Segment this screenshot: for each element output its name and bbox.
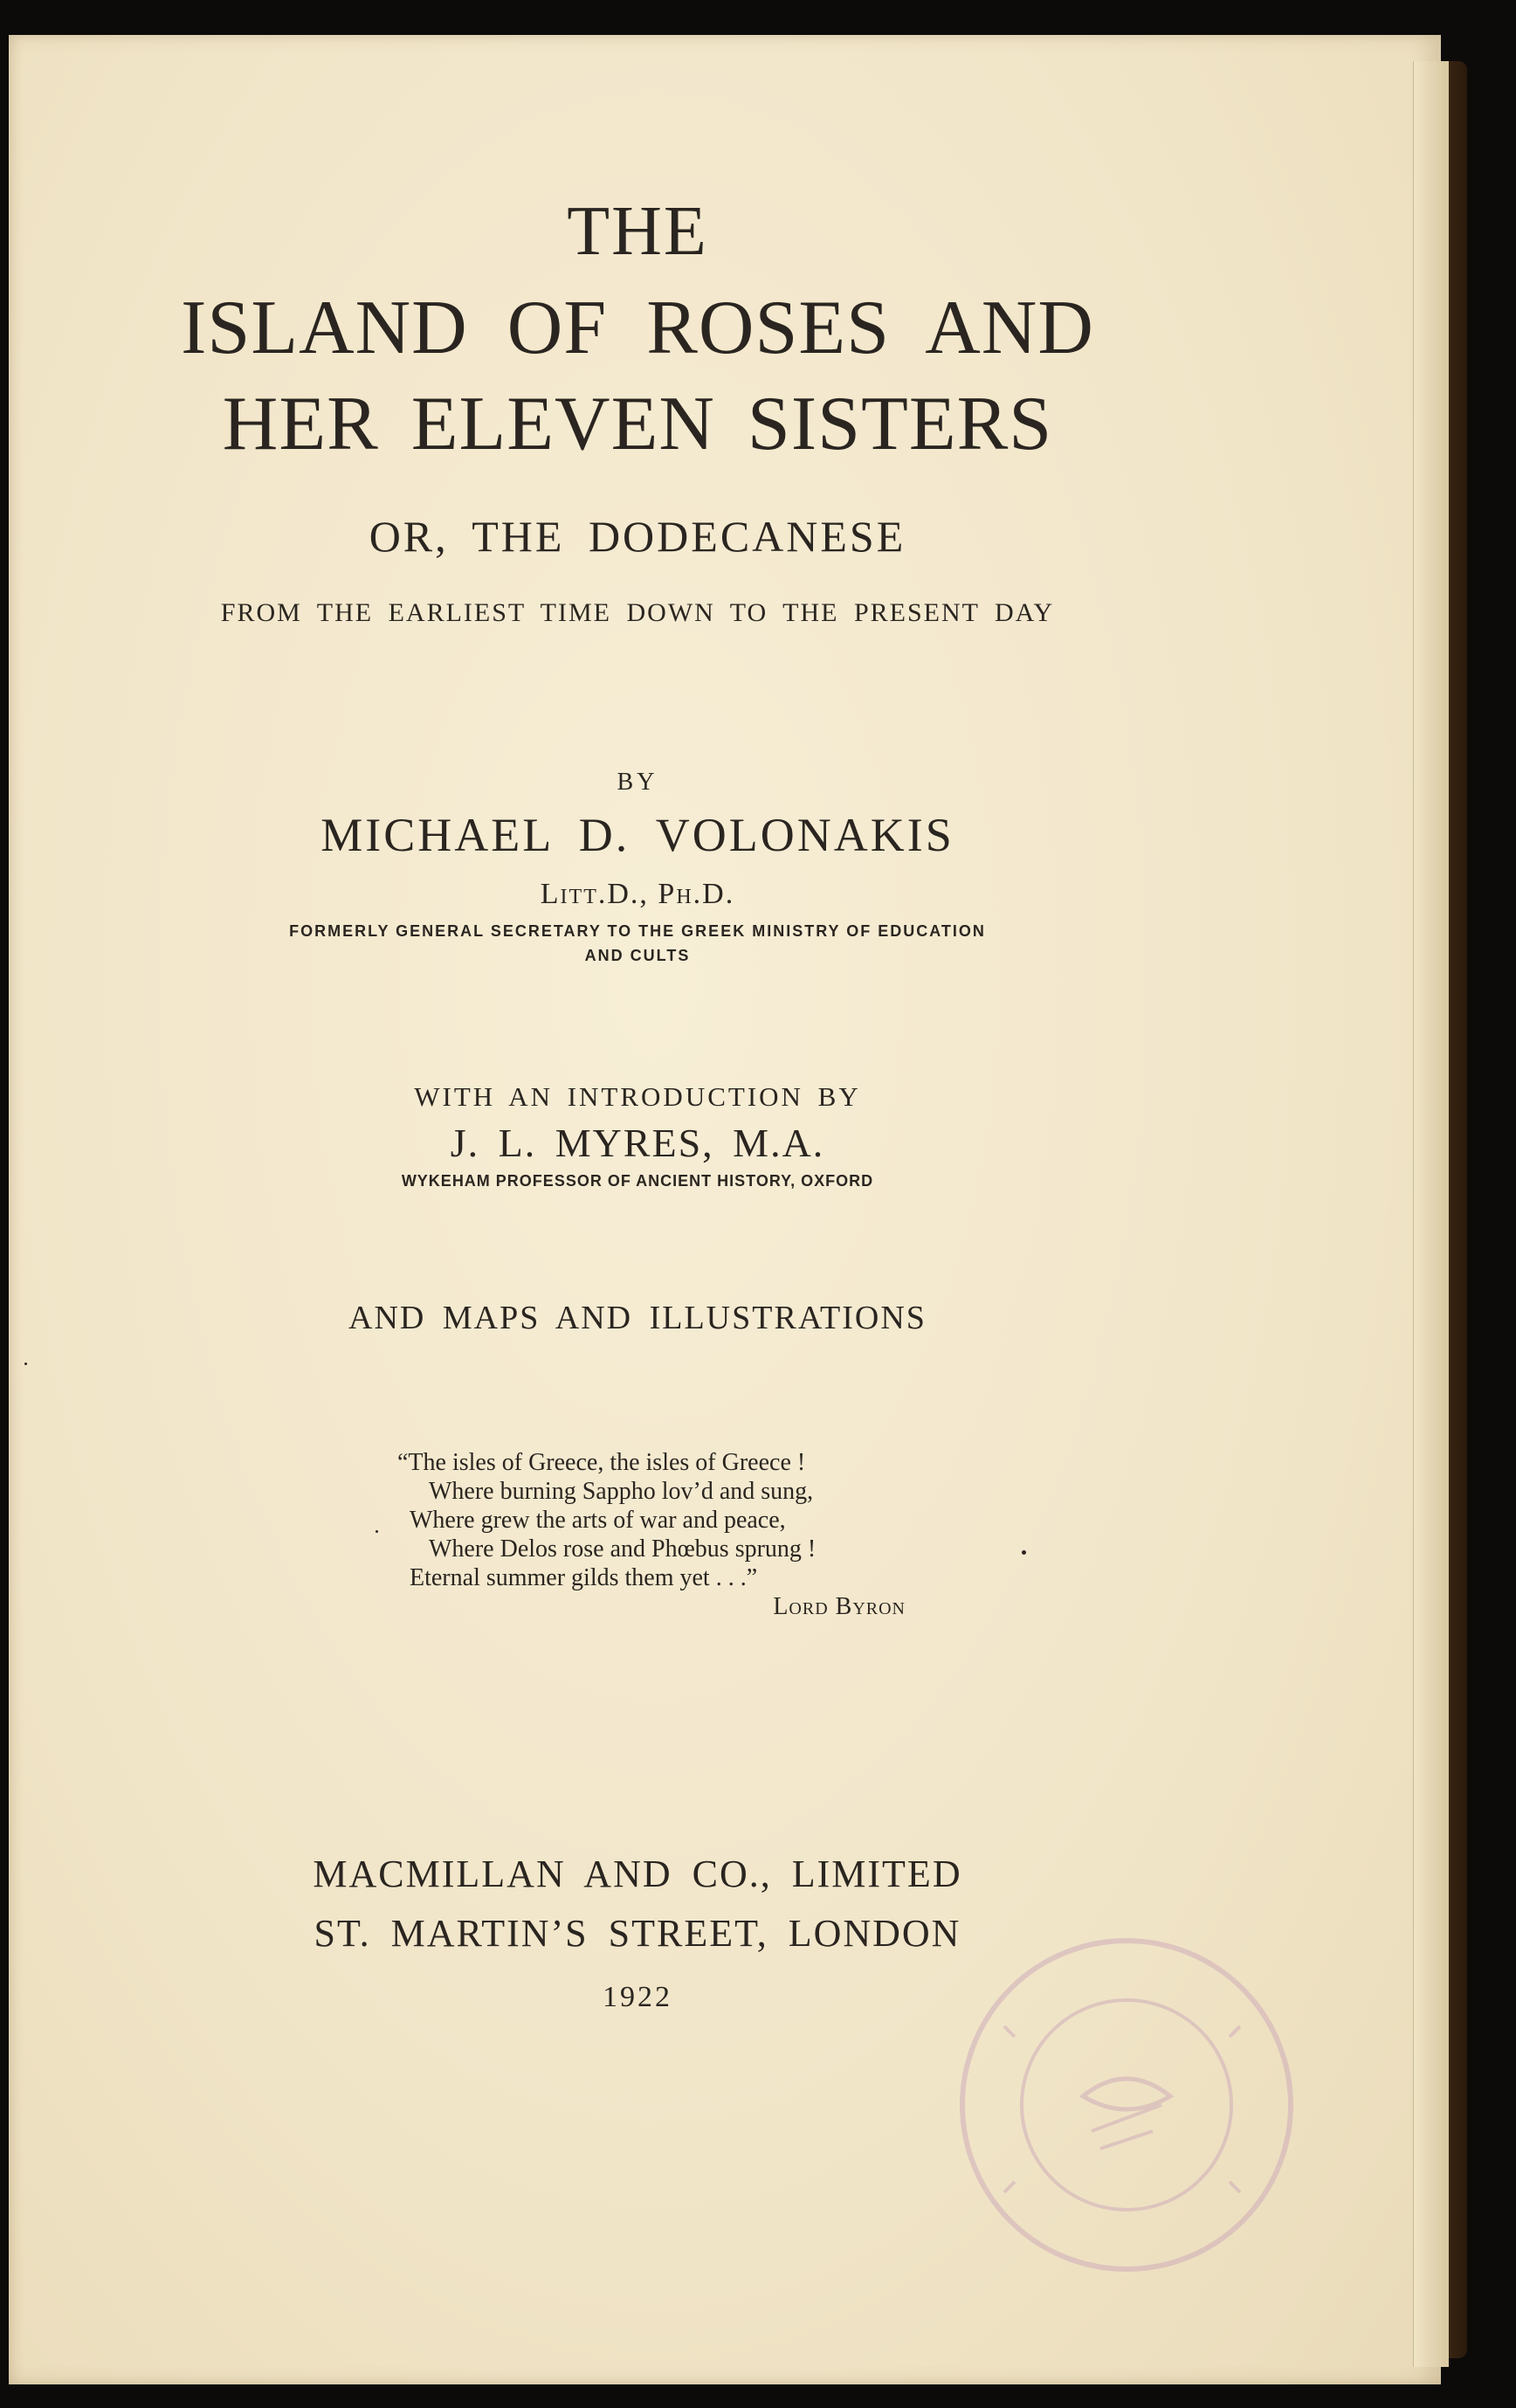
introduction-author: J. L. MYRES, M.A.	[450, 1121, 825, 1165]
epigraph	[397, 1448, 1009, 1621]
title-line-3: HER ELEVEN SISTERS	[222, 382, 1053, 466]
paper-speck	[376, 1530, 378, 1533]
epigraph-attribution: Lord Byron	[773, 1593, 906, 1620]
title-page	[9, 35, 1441, 2384]
by-label: BY	[617, 769, 658, 796]
title-line-1: THE	[567, 193, 708, 270]
introduction-author-role: WYKEHAM PROFESSOR OF ANCIENT HISTORY, OXFORD	[401, 1172, 874, 1190]
epigraph-line: Where burning Sappho lov’d and sung,	[429, 1478, 814, 1505]
author-name: MICHAEL D. VOLONAKIS	[320, 809, 954, 861]
epigraph-line: Where grew the arts of war and peace,	[410, 1507, 786, 1534]
page-edge	[1413, 61, 1449, 2367]
epigraph-line: Eternal summer gilds them yet . . .”	[410, 1564, 758, 1591]
publisher-name: MACMILLAN AND CO., LIMITED	[313, 1853, 962, 1895]
library-stamp-icon	[952, 1930, 1301, 2280]
subtitle: OR, THE DODECANESE	[369, 512, 906, 561]
introduction-by-label: WITH AN INTRODUCTION BY	[414, 1081, 861, 1112]
title-line-2: ISLAND OF ROSES AND	[181, 286, 1094, 370]
author-role-line-2: AND CULTS	[584, 947, 691, 964]
epigraph-line: “The isles of Greece, the isles of Greece !	[397, 1449, 806, 1476]
maps-and-illustrations: AND MAPS AND ILLUSTRATIONS	[348, 1300, 927, 1336]
publication-year: 1922	[603, 1981, 672, 2013]
epigraph-line: Where Delos rose and Phœbus sprung !	[429, 1535, 817, 1563]
paper-speck	[1022, 1550, 1026, 1555]
author-degrees: Litt.D., Ph.D.	[540, 878, 735, 910]
subtitle-2: FROM THE EARLIEST TIME DOWN TO THE PRESENT DAY	[220, 598, 1055, 627]
author-role-line-1: FORMERLY GENERAL SECRETARY TO THE GREEK MINISTRY OF EDUCATION	[289, 922, 986, 940]
publisher-address: ST. MARTIN’S STREET, LONDON	[314, 1912, 961, 1955]
paper-speck	[24, 1363, 27, 1365]
